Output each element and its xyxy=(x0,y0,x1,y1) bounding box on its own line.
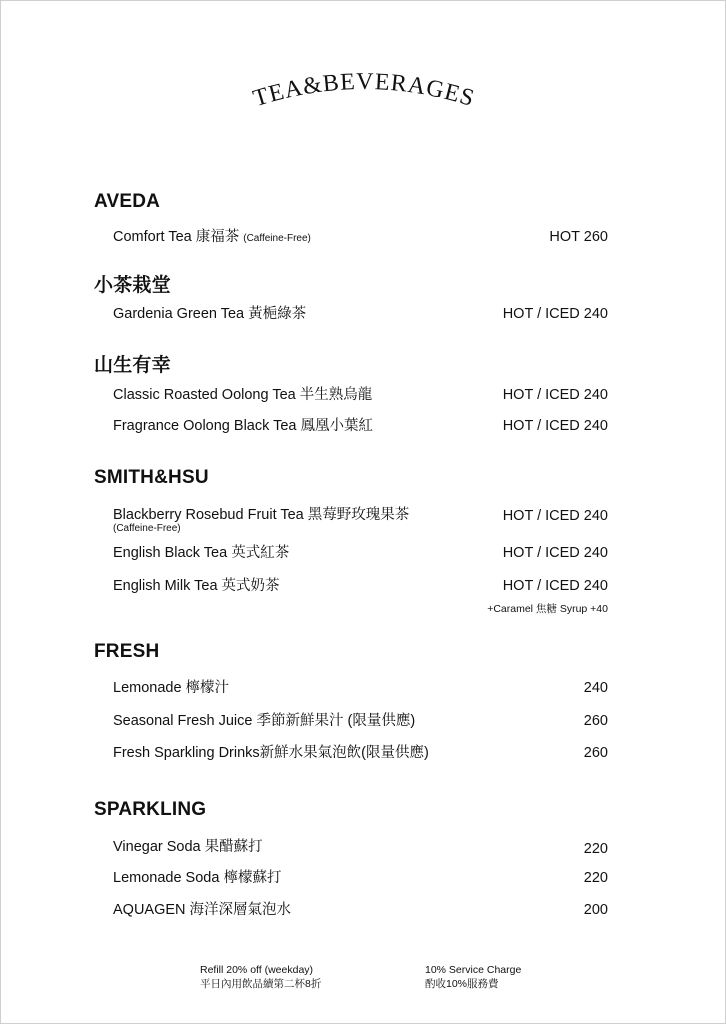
section-title-aveda: AVEDA xyxy=(94,191,161,212)
menu-title-text: TEA&BEVERAGES xyxy=(250,68,478,113)
menu-title-arc xyxy=(0,60,726,130)
menu-item-price: HOT / ICED 240 xyxy=(502,578,608,594)
menu-item-price: 200 xyxy=(583,902,608,918)
section-title-fresh: FRESH xyxy=(94,641,160,662)
menu-item-price: HOT / ICED 240 xyxy=(502,508,608,524)
menu-item-name: Blackberry Rosebud Fruit Tea 黑莓野玫瑰果茶 xyxy=(113,507,410,523)
menu-item-price: HOT / ICED 240 xyxy=(502,418,608,434)
menu-item-name: Vinegar Soda 果醋蘇打 xyxy=(113,839,263,855)
section-title-xiaocha: 小茶栽堂 xyxy=(94,275,171,296)
menu-item-name: English Black Tea 英式紅茶 xyxy=(113,545,290,561)
menu-item-name xyxy=(113,228,311,248)
refill-note-en: Refill 20% off (weekday) xyxy=(200,964,314,976)
item-note: (Caffeine-Free) xyxy=(243,233,311,244)
menu-item-name: Seasonal Fresh Juice 季節新鮮果汁 (限量供應) xyxy=(113,713,416,729)
service-charge-zh: 酌收10%服務費 xyxy=(425,978,499,990)
menu-item-price: 240 xyxy=(583,680,608,696)
item-subnote: (Caffeine-Free) xyxy=(113,523,181,534)
menu-item-price: 260 xyxy=(583,745,608,761)
refill-note-zh: 平日內用飲品續第二杯8折 xyxy=(200,978,322,990)
menu-item-name: Classic Roasted Oolong Tea 半生熟烏龍 xyxy=(113,387,373,403)
menu-item-price: HOT / ICED 240 xyxy=(502,387,608,403)
menu-item-name: Fresh Sparkling Drinks新鮮水果氣泡飲(限量供應) xyxy=(113,745,429,761)
menu-item-name: Gardenia Green Tea 黃梔綠茶 xyxy=(113,306,307,322)
menu-item-price: 220 xyxy=(583,841,608,857)
menu-item-price: HOT 260 xyxy=(549,229,608,245)
menu-item-name: English Milk Tea 英式奶茶 xyxy=(113,578,280,594)
menu-item-name: AQUAGEN 海洋深層氣泡水 xyxy=(113,902,292,918)
section-title-sparkling: SPARKLING xyxy=(94,799,207,820)
addon-note: +Caramel 焦糖 Syrup +40 xyxy=(487,603,608,615)
section-title-shansheng: 山生有幸 xyxy=(94,355,171,376)
section-title-smith-hsu: SMITH&HSU xyxy=(94,467,209,488)
menu-title xyxy=(0,60,726,130)
refill-note xyxy=(200,963,321,991)
menu-item-price: HOT / ICED 240 xyxy=(502,306,608,322)
menu-item-price: HOT / ICED 240 xyxy=(502,545,608,561)
menu-item-name: Fragrance Oolong Black Tea 鳳凰小葉紅 xyxy=(113,418,374,434)
menu-item-name: Lemonade 檸檬汁 xyxy=(113,680,230,696)
service-charge-en: 10% Service Charge xyxy=(425,964,522,976)
menu-item-price: 220 xyxy=(583,870,608,886)
svg-text:TEA&BEVERAGES xyxy=(250,69,478,112)
menu-item-price: 260 xyxy=(583,713,608,729)
item-name-text: Comfort Tea 康福茶 xyxy=(113,229,240,245)
menu-item-name: Lemonade Soda 檸檬蘇打 xyxy=(113,870,282,886)
service-charge-note xyxy=(425,963,521,991)
